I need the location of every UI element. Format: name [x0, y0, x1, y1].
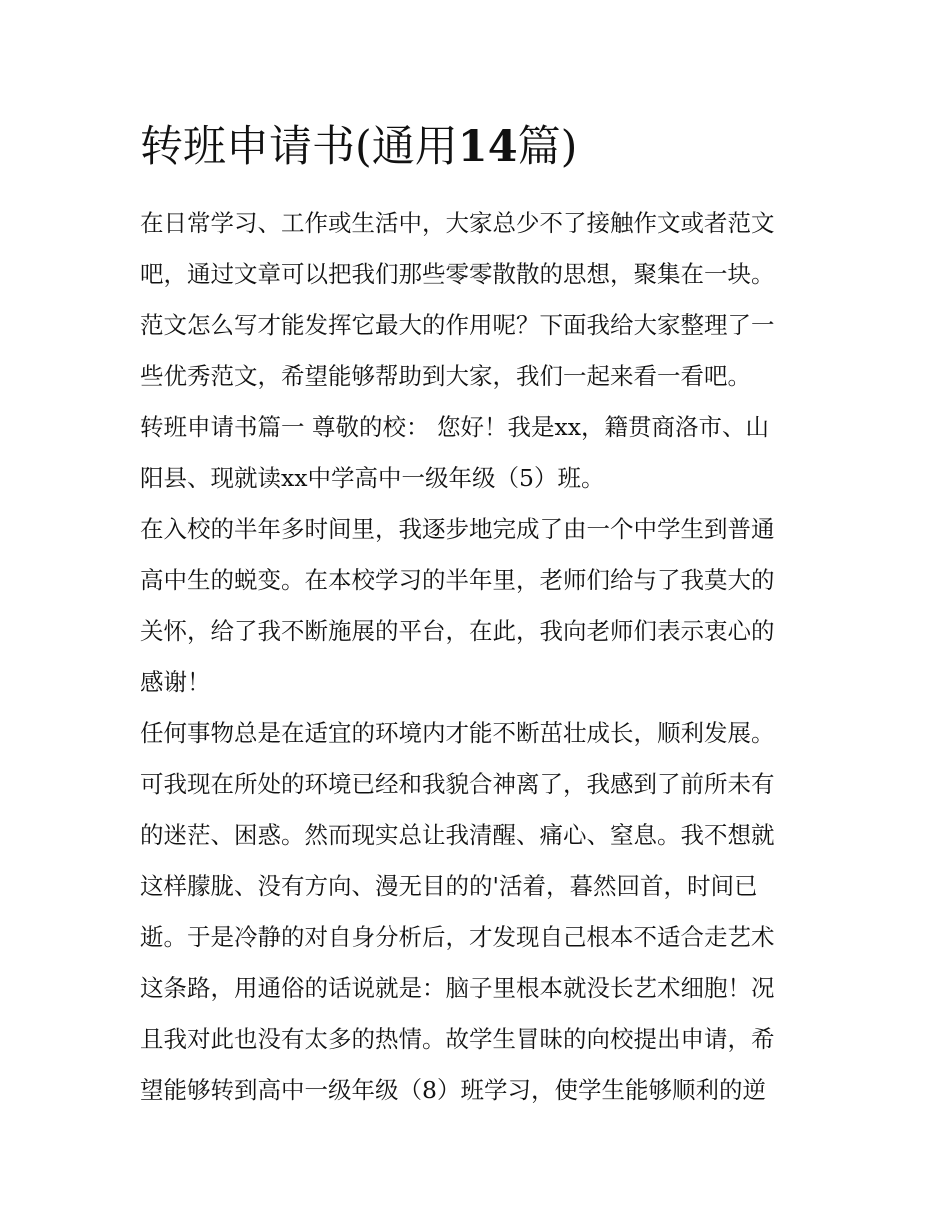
body-line: 感谢！ — [140, 668, 211, 696]
body-line: 转班申请书篇一 尊敬的校： 您好！我是xx，籍贯商洛市、山 — [140, 413, 769, 441]
body-line: 逝。于是冷静的对自身分析后，才发现自己根本不适合走艺术 — [140, 923, 775, 951]
body-line: 高中生的蜕变。在本校学习的半年里，老师们给与了我莫大的 — [140, 566, 775, 594]
body-line: 些优秀范文，希望能够帮助到大家，我们一起来看一看吧。 — [140, 362, 751, 390]
body-line: 可我现在所处的环境已经和我貌合神离了，我感到了前所未有 — [140, 770, 775, 798]
body-line: 望能够转到高中一级年级（8）班学习，使学生能够顺利的逆 — [140, 1076, 766, 1104]
body-line: 阳县、现就读xx中学高中一级年级（5）班。 — [140, 464, 605, 492]
title-suffix: 篇) — [517, 122, 578, 172]
body-line: 这条路，用通俗的话说就是：脑子里根本就没长艺术细胞！况 — [140, 974, 775, 1002]
title-number: 14 — [457, 122, 518, 172]
body-line: 且我对此也没有太多的热情。故学生冒昧的向校提出申请，希 — [140, 1025, 775, 1053]
body-line: 的迷茫、困惑。然而现实总让我清醒、痛心、窒息。我不想就 — [140, 821, 775, 849]
body-line: 关怀，给了我不断施展的平台，在此，我向老师们表示衷心的 — [140, 617, 775, 645]
body-line: 范文怎么写才能发挥它最大的作用呢？下面我给大家整理了一 — [140, 311, 775, 339]
document-body — [140, 198, 820, 1116]
body-line: 在日常学习、工作或生活中，大家总少不了接触作文或者范文 — [140, 209, 775, 237]
body-line: 在入校的半年多时间里，我逐步地完成了由一个中学生到普通 — [140, 515, 775, 543]
body-line: 任何事物总是在适宜的环境内才能不断茁壮成长，顺利发展。 — [140, 719, 775, 747]
body-line: 这样朦胧、没有方向、漫无目的的'活着，暮然回首，时间已 — [140, 872, 758, 900]
document-title — [140, 116, 820, 178]
title-prefix: 转班申请书(通用 — [140, 122, 458, 172]
body-line: 吧，通过文章可以把我们那些零零散散的思想，聚集在一块。 — [140, 260, 775, 288]
